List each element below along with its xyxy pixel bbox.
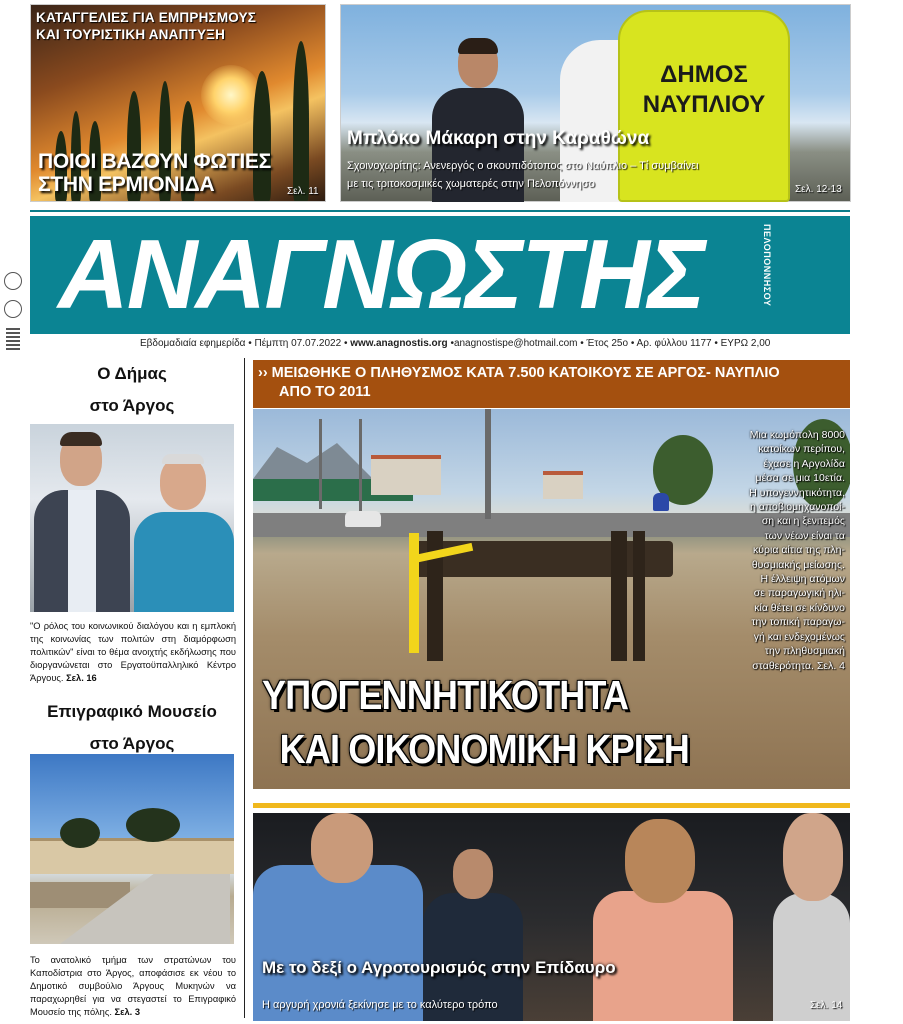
bottom-story-headline[interactable]: Με το δεξί ο Αγροτουρισμός στην Επίδαυρο: [262, 958, 616, 977]
website-link[interactable]: www.anagnostis.org: [350, 338, 448, 349]
main-story-headline[interactable]: ΥΠΟΓΕΝΝΗΤΙΚΟΤΗΤΑ ΚΑΙ ΟΙΚΟΝΟΜΙΚΗ ΚΡΙΣΗ: [262, 672, 689, 772]
masthead: [30, 216, 850, 334]
stamp-ring-icon: [4, 272, 22, 290]
publisher-stamp: [2, 272, 24, 352]
story-museum-photo: [30, 754, 234, 944]
teaser-fires-headline[interactable]: ΠΟΙΟΙ ΒΑΖΟΥΝ ΦΩΤΙΕΣ ΣΤΗΝ ΕΡΜΙΟΝΙΔΑ: [38, 150, 271, 196]
bottom-story-sub: Η αργυρή χρονιά ξεκίνησε με το καλύτερο τρόπο: [262, 999, 498, 1011]
cypress-tree: [293, 41, 309, 201]
story-dimas-photo: [30, 424, 234, 612]
masthead-subtitle: ΠΕΛΟΠΟΝΝΗΣΟΥ: [762, 224, 772, 307]
story-dimas-page: Σελ. 16: [66, 673, 97, 683]
bottom-story-page: Σελ. 14: [810, 1000, 843, 1011]
story-dimas-headline[interactable]: Ο Δήμας στο Άργος: [89, 364, 175, 415]
teaser-fires-kicker: ΚΑΤΑΓΓΕΛΙΕΣ ΓΙΑ ΕΜΠΡΗΣΜΟΥΣ ΚΑΙ ΤΟΥΡΙΣΤΙΚΗ ΑΝΑΠΤΥΞΗ: [36, 10, 257, 42]
masthead-rule: [30, 210, 850, 212]
story-museum-text: Το ανατολικό τμήμα των στρατώνων του Καποδίστρια στο Άργος, αποφάσισε εκ νέου το Δημοτικό συμβούλιο Άργους Μυκηνών να παραχωρηθεί για να στεγαστεί το Επιγραφικό Μουσείο της πόλης. Σελ. 3: [30, 955, 236, 1017]
sunset-glow: [201, 65, 261, 125]
masthead-title: ΑΝΑΓΝΩΣΤΗΣ: [58, 219, 704, 329]
teaser-blockade-headline[interactable]: Μπλόκο Μάκαρη στην Καραθώνα: [347, 128, 650, 149]
main-story-caption: Μια κωμόπολη 8000 κατοίκων περίπου, έχασε η Αργολίδα μέσα σε μια 10ετία. Η υπογεννητικότητα, η αποβιομηχανοποί- ση και η ξενιτεμός των νέων είναι τα κύρια αίτια της πλη- θυσμιακής μείωσης. Η έλλειψη ατόμων σε παραγωγική ηλι- κία θέτει σε κίνδυνο την τοπική παραγω- γή και ενδεχομένως την πληθυσμιακή σταθερότητα. Σελ. 4: [749, 429, 845, 672]
teaser-blockade-page: Σελ. 12-13: [795, 184, 842, 195]
teaser-fires-page: Σελ. 11: [287, 186, 319, 197]
column-divider: [244, 358, 245, 1018]
stamp-ring-icon: [4, 300, 22, 318]
dateline: Εβδομαδιαία εφημερίδα • Πέμπτη 07.07.2022 • www.anagnostis.org •anagnostispe@hotmail.com • Έτος 25ο • Αρ. φύλλου 1177 • ΕΥΡΩ 2,00: [140, 338, 771, 349]
vest-label: ΔΗΜΟΣ ΝΑΥΠΛΙΟΥ: [642, 61, 766, 118]
section-rule: [253, 803, 850, 808]
story-museum-page: Σελ. 3: [114, 1007, 140, 1017]
barcode-icon: [6, 328, 20, 350]
main-story-kicker[interactable]: ›› ΜΕΙΩΘΗΚΕ Ο ΠΛΗΘΥΣΜΟΣ ΚΑΤΑ 7.500 ΚΑΤΟΙΚΟΥΣ ΣΕ ΑΡΓΟΣ- ΝΑΥΠΛΙΟ ΑΠΟ ΤΟ 2011: [258, 365, 780, 400]
teaser-blockade-sub: Σχοινοχωρίτης: Ανενεργός ο σκουπιδότοπος στο Ναύπλιο – Τί συμβαίνει με τις τριτοκοσμικές χωματερές στην Πελοπόννησο: [347, 160, 699, 190]
story-dimas-text: "Ο ρόλος του κοινωνικού διαλόγου και η εμπλοκή της κοινωνίας των πολιτών στη διαμόρφωση πολιτικών" είναι το θέμα ανοιχτής εκδήλωσης που διοργανώνεται στο Εργατοϋπαλληλικό Κέντρο Άργους. Σελ. 16: [30, 621, 236, 683]
story-museum-headline[interactable]: Επιγραφικό Μουσείο στο Άργος: [47, 702, 217, 753]
bottom-story-photo: [253, 813, 850, 1021]
